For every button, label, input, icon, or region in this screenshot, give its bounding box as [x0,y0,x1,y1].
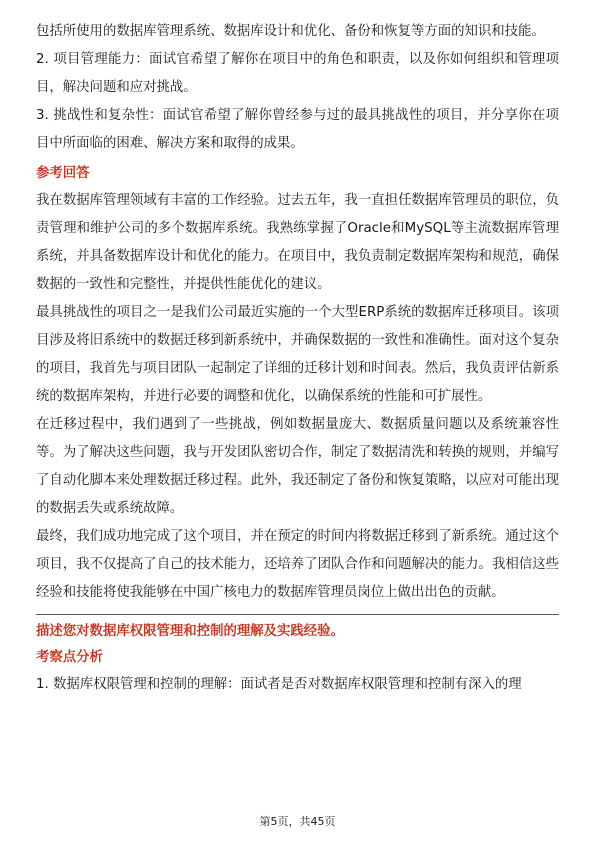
body-paragraph: 3. 挑战性和复杂性：面试官希望了解你曾经参与过的最具挑战性的项目，并分享你在项目中所面临的困难、解决方案和取得的成果。 [36,108,559,151]
document-page [36,16,559,699]
answer-paragraph: 最具挑战性的项目之一是我们公司最近实施的一个大型ERP系统的数据库迁移项目。该项目涉及将旧系统中的数据迁移到新系统中，并确保数据的一致性和准确性。面对这个复杂的项目，我首先与项目团队一起制定了详细的迁移计划和时间表。然后，我负责评估新系统的数据库架构，并进行必要的调整和优化，以确保系统的性能和可扩展性。 [36,305,559,404]
analysis-paragraph: 1. 数据库权限管理和控制的理解：面试者是否对数据库权限管理和控制有深入的理 [36,677,522,692]
body-paragraph: 包括所使用的数据库管理系统、数据库设计和优化、备份和恢复等方面的知识和技能。 [36,24,545,39]
answer-paragraph: 最终，我们成功地完成了这个项目，并在预定的时间内将数据迁移到了新系统。通过这个项目，我不仅提高了自己的技术能力，还培养了团队合作和问题解决的能力。我相信这些经验和技能将使我能够在中国广核电力的数据库管理员岗位上做出出色的贡献。 [36,529,559,600]
answer-heading: 参考回答 [36,166,90,181]
answer-paragraph: 我在数据库管理领域有丰富的工作经验。过去五年，我一直担任数据库管理员的职位，负责管理和维护公司的多个数据库系统。我熟练掌握了Oracle和MySQL等主流数据库管理系统，并具备数据库设计和优化的能力。在项目中，我负责制定数据库架构和规范，确保数据的一致性和完整性，并提供性能优化的建议。 [36,193,559,292]
section-divider [36,614,559,615]
body-paragraph: 2. 项目管理能力：面试官希望了解你在项目中的角色和职责，以及你如何组织和管理项目，解决问题和应对挑战。 [36,52,559,95]
page-number-footer: 第5页，共45页 [259,815,336,828]
analysis-heading: 考察点分析 [36,650,103,665]
answer-paragraph: 在迁移过程中，我们遇到了一些挑战，例如数据量庞大、数据质量问题以及系统兼容性等。为了解决这些问题，我与开发团队密切合作，制定了数据清洗和转换的规则，并编写了自动化脚本来处理数据迁移过程。此外，我还制定了备份和恢复策略，以应对可能出现的数据丢失或系统故障。 [36,417,559,516]
question-heading: 描述您对数据库权限管理和控制的理解及实践经验。 [36,624,344,639]
